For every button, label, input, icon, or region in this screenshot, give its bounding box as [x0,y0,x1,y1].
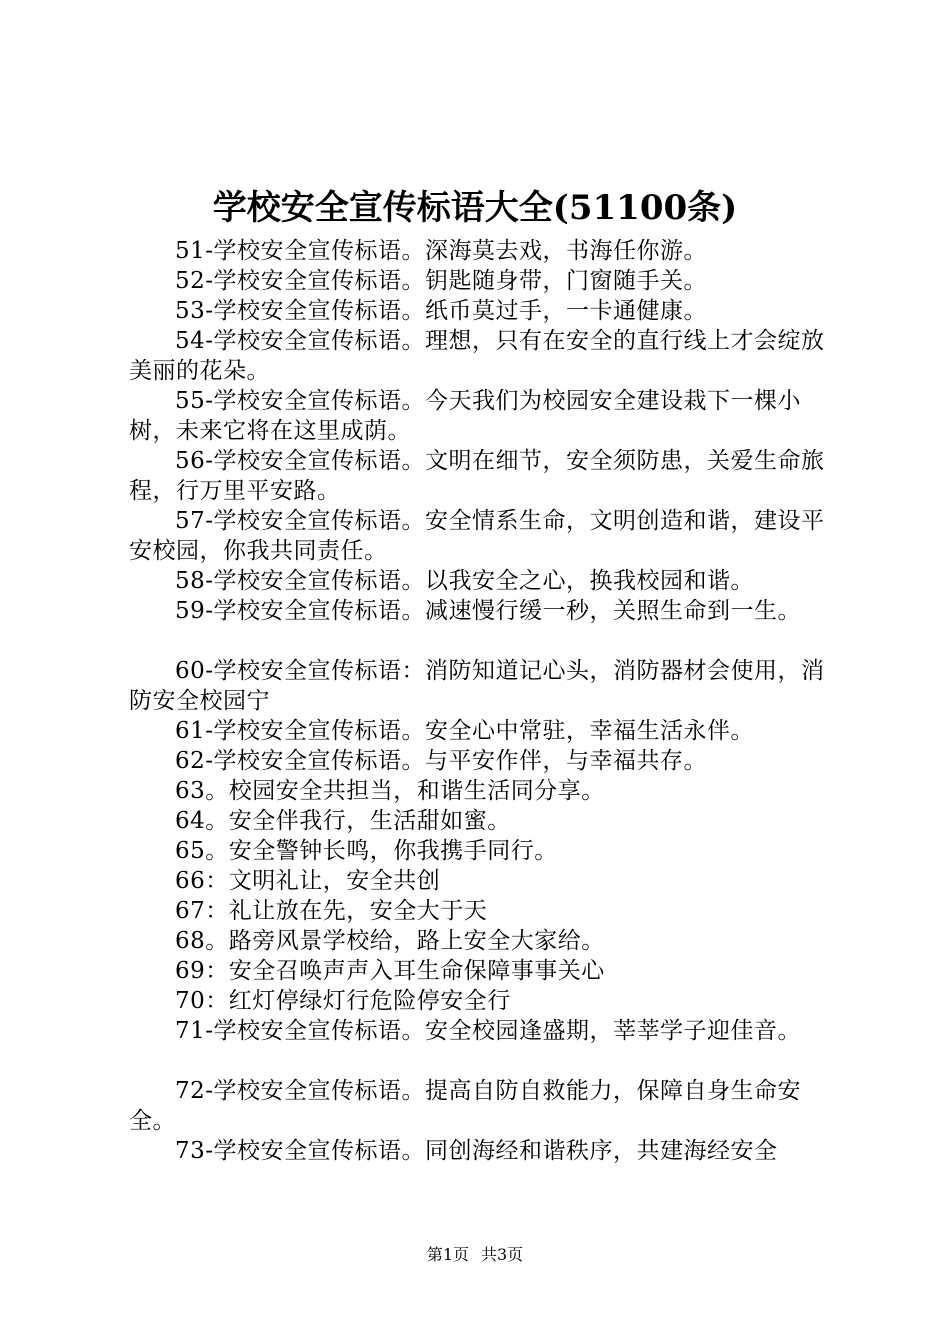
paragraph: 56-学校安全宣传标语。文明在细节，安全须防患，关爱生命旅程，行万里平安路。 [129,448,825,504]
page-total: 共3页 [481,1245,524,1264]
paragraph: 68。路旁风景学校给，路上安全大家给。 [175,928,605,954]
paragraph: 65。安全警钟长鸣，你我携手同行。 [175,838,558,864]
paragraph: 52-学校安全宣传标语。钥匙随身带，门窗随手关。 [175,268,708,294]
paragraph: 64。安全伴我行，生活甜如蜜。 [175,808,511,834]
paragraph: 62-学校安全宣传标语。与平安作伴，与幸福共存。 [175,748,708,774]
paragraph: 66：文明礼让，安全共创 [175,868,441,894]
paragraph: 61-学校安全宣传标语。安全心中常驻，幸福生活永伴。 [175,718,755,744]
paragraph: 70：红灯停绿灯行危险停安全行 [175,988,511,1014]
page-footer [0,1244,950,1266]
paragraph: 53-学校安全宣传标语。纸币莫过手，一卡通健康。 [175,298,708,324]
paragraph: 67：礼让放在先，安全大于天 [175,898,488,924]
paragraph: 71-学校安全宣传标语。安全校园逢盛期，莘莘学子迎佳音。 [175,1018,802,1044]
paragraph: 69：安全召唤声声入耳生命保障事事关心 [175,958,605,984]
paragraph: 51-学校安全宣传标语。深海莫去戏，书海任你游。 [175,238,708,264]
paragraph: 55-学校安全宣传标语。今天我们为校园安全建设栽下一棵小树，未来它将在这里成荫。 [129,388,802,444]
paragraph: 72-学校安全宣传标语。提高自防自救能力，保障自身生命安全。 [129,1078,802,1134]
paragraph: 54-学校安全宣传标语。理想，只有在安全的直行线上才会绽放美丽的花朵。 [129,328,825,384]
document-body [129,236,841,1166]
paragraph: 60-学校安全宣传标语：消防知道记心头，消防器材会使用，消防安全校园宁 [129,658,825,714]
paragraph: 73-学校安全宣传标语。同创海经和谐秩序，共建海经安全 [175,1138,778,1164]
paragraph: 57-学校安全宣传标语。安全情系生命，文明创造和谐，建设平安校园，你我共同责任。 [129,508,825,564]
paragraph: 58-学校安全宣传标语。以我安全之心，换我校园和谐。 [175,568,755,594]
page-number: 第1页 [426,1245,469,1264]
paragraph: 59-学校安全宣传标语。减速慢行缓一秒，关照生命到一生。 [175,598,802,624]
paragraph: 63。校园安全共担当，和谐生活同分享。 [175,778,605,804]
document-title: 学校安全宣传标语大全(51100条) [212,188,738,228]
